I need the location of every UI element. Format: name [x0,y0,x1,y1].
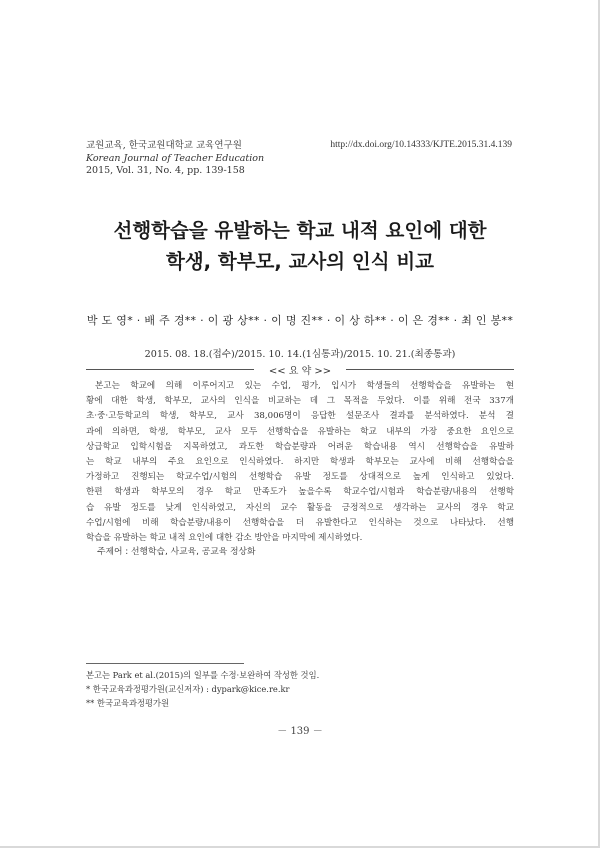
paper-title [0,215,600,277]
publisher: 교원교육, 한국교원대학교 교육연구원 [86,140,242,151]
footnote-item: ** 한국교육과정평가원 [86,698,170,708]
abstract-line: 습 유발 정도를 낮게 인식하였고, 자신의 교수 활동을 긍정적으로 생각하는 교사의 경우 학교 [86,502,514,513]
abstract-line: 초·중·고등학교의 학생, 학부모, 교사 38,006명이 응답한 설문조사 결과를 분석하였다. 분석 결 [86,411,514,422]
abstract-line: 과에 의하면, 학생, 학부모, 교사 모두 선행학습을 유발하는 학교 내부의 가장 중요한 요인으로 [86,426,514,437]
heading-rule-right [346,369,514,370]
footnote-item: * 한국교육과정평가원(교신저자) : dypark@kice.re.kr [86,684,290,694]
doi-link[interactable]: http://dx.doi.org/10.14333/KJTE.2015.31.4.139 [330,140,512,150]
abstract-line: 황에 대한 학생, 학부모, 교사의 인식을 비교하는 데 그 목적을 두었다. 이를 위해 전국 337개 [86,396,514,407]
volume-info: 2015, Vol. 31, No. 4, pp. 139-158 [86,165,245,176]
footnotes [86,668,319,710]
page-number: － 139 － [277,726,323,737]
journal-name-en: Korean Journal of Teacher Education [86,152,265,164]
abstract-line: 수업/시험에 비해 학습분량/내용이 선행학습을 더 유발한다고 인식하는 것으로 나타났다. 선행 [86,517,514,528]
submission-dates: 2015. 08. 18.(접수)/2015. 10. 14.(1심통과)/2015. 10. 21.(최종통과) [144,349,456,360]
keywords: 주제어 : 선행학습, 사교육, 공교육 정상화 [97,547,256,557]
abstract-line: 가정하고 진행되는 학교수업/시험의 선행학습 유발 정도를 상대적으로 높게 인식하고 있었다. [86,472,514,483]
abstract-heading [86,362,514,378]
journal-header [86,140,264,178]
abstract-line: 한편 학생과 학부모의 경우 학교 만족도가 높을수록 학교수업/시험과 학습분량/내용의 선행학 [86,487,514,498]
abstract-line: 학습을 유발하는 학교 내적 요인에 대한 감소 방안을 마지막에 제시하였다. [86,533,363,544]
footnote-rule [86,663,244,664]
abstract-paragraph [86,379,514,546]
author-list: 박 도 영* · 배 주 경** · 이 광 상** · 이 명 진** · 이 상 하** · 이 은 경** · 최 인 봉** [86,314,514,327]
abstract-line: 는 학교 내부의 주요 요인으로 인식하였다. 하지만 학생과 학부모는 교사에 비해 선행학습을 [86,457,514,468]
abstract-body [86,379,514,546]
abstract-line: 본고는 학교에 의해 이루어지고 있는 수업, 평가, 입시가 학생들의 선행학습을 유발하는 현 [95,381,514,391]
abstract-label: << 요 약 >> [268,366,332,377]
abstract-line: 상급학교 입학시험을 지목하였고, 과도한 학습분량과 어려운 학습내용 역시 선행학습을 유발하 [86,441,514,452]
footnote-item: 본고는 Park et al.(2015)의 일부를 수정·보완하여 작성한 것임. [86,670,320,680]
title-line-2: 학생, 학부모, 교사의 인식 비교 [165,250,434,273]
title-line-1: 선행학습을 유발하는 학교 내적 요인에 대한 [113,219,487,242]
